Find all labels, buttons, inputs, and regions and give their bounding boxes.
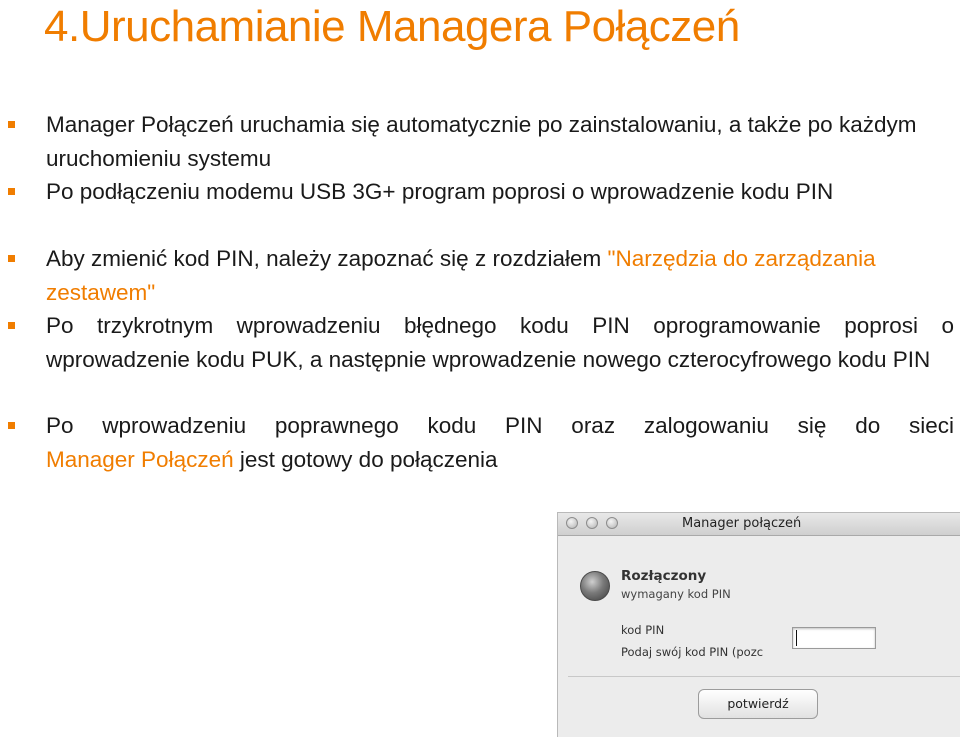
- pin-input[interactable]: [792, 627, 876, 649]
- bullet-text: Po trzykrotnym wprowadzeniu błędnego kodu PIN oprogramowanie poprosi o wprowadzenie kodu PUK, a następnie wprowadzenie nowego czterocyfrowego kodu PIN: [46, 313, 954, 372]
- status-subtitle: wymagany kod PIN: [621, 587, 731, 601]
- bullet-square-icon: [8, 255, 15, 262]
- connection-status-icon: [580, 571, 610, 601]
- pin-label: kod PIN: [621, 623, 665, 637]
- bullet-square-icon: [8, 121, 15, 128]
- window-title: Manager połączeń: [682, 516, 802, 531]
- text-caret: [796, 630, 797, 646]
- bullet-text-tail: jest gotowy do połączenia: [233, 446, 498, 472]
- bullet-highlight: Manager Połączeń: [46, 446, 234, 472]
- bullet-item: [46, 242, 954, 309]
- bullet-text: Po wprowadzeniu poprawnego kodu PIN oraz zalogowaniu się do sieci: [46, 413, 954, 438]
- bullet-square-icon: [8, 322, 15, 329]
- bullet-item: [46, 309, 954, 376]
- connection-manager-window: [557, 512, 960, 737]
- bullet-square-icon: [8, 422, 15, 429]
- window-titlebar[interactable]: [558, 513, 960, 536]
- bullet-text: Manager Połączeń uruchamia się automatycznie po zainstalowaniu, a także po każdym uruchomieniu systemu: [46, 112, 917, 171]
- status-title: Rozłączony: [621, 568, 707, 584]
- bullet-item: [46, 175, 954, 209]
- pin-prompt: Podaj swój kod PIN (pozc: [621, 645, 764, 659]
- bullet-square-icon: [8, 188, 15, 195]
- divider: [568, 676, 960, 677]
- minimize-window-icon[interactable]: [586, 517, 598, 529]
- bullet-item: [46, 108, 954, 175]
- slide-title: 4.Uruchamianie Managera Połączeń: [44, 2, 740, 51]
- bullet-text: Po podłączeniu modemu USB 3G+ program poprosi o wprowadzenie kodu PIN: [46, 179, 834, 204]
- bullet-item: [46, 409, 954, 476]
- bullet-text: Aby zmienić kod PIN, należy zapoznać się z rozdziałem: [46, 246, 608, 271]
- confirm-button[interactable]: potwierdź: [698, 689, 818, 719]
- bullet-highlight: "Narzędzia do zarządzania zestawem": [46, 246, 876, 305]
- close-window-icon[interactable]: [566, 517, 578, 529]
- zoom-window-icon[interactable]: [606, 517, 618, 529]
